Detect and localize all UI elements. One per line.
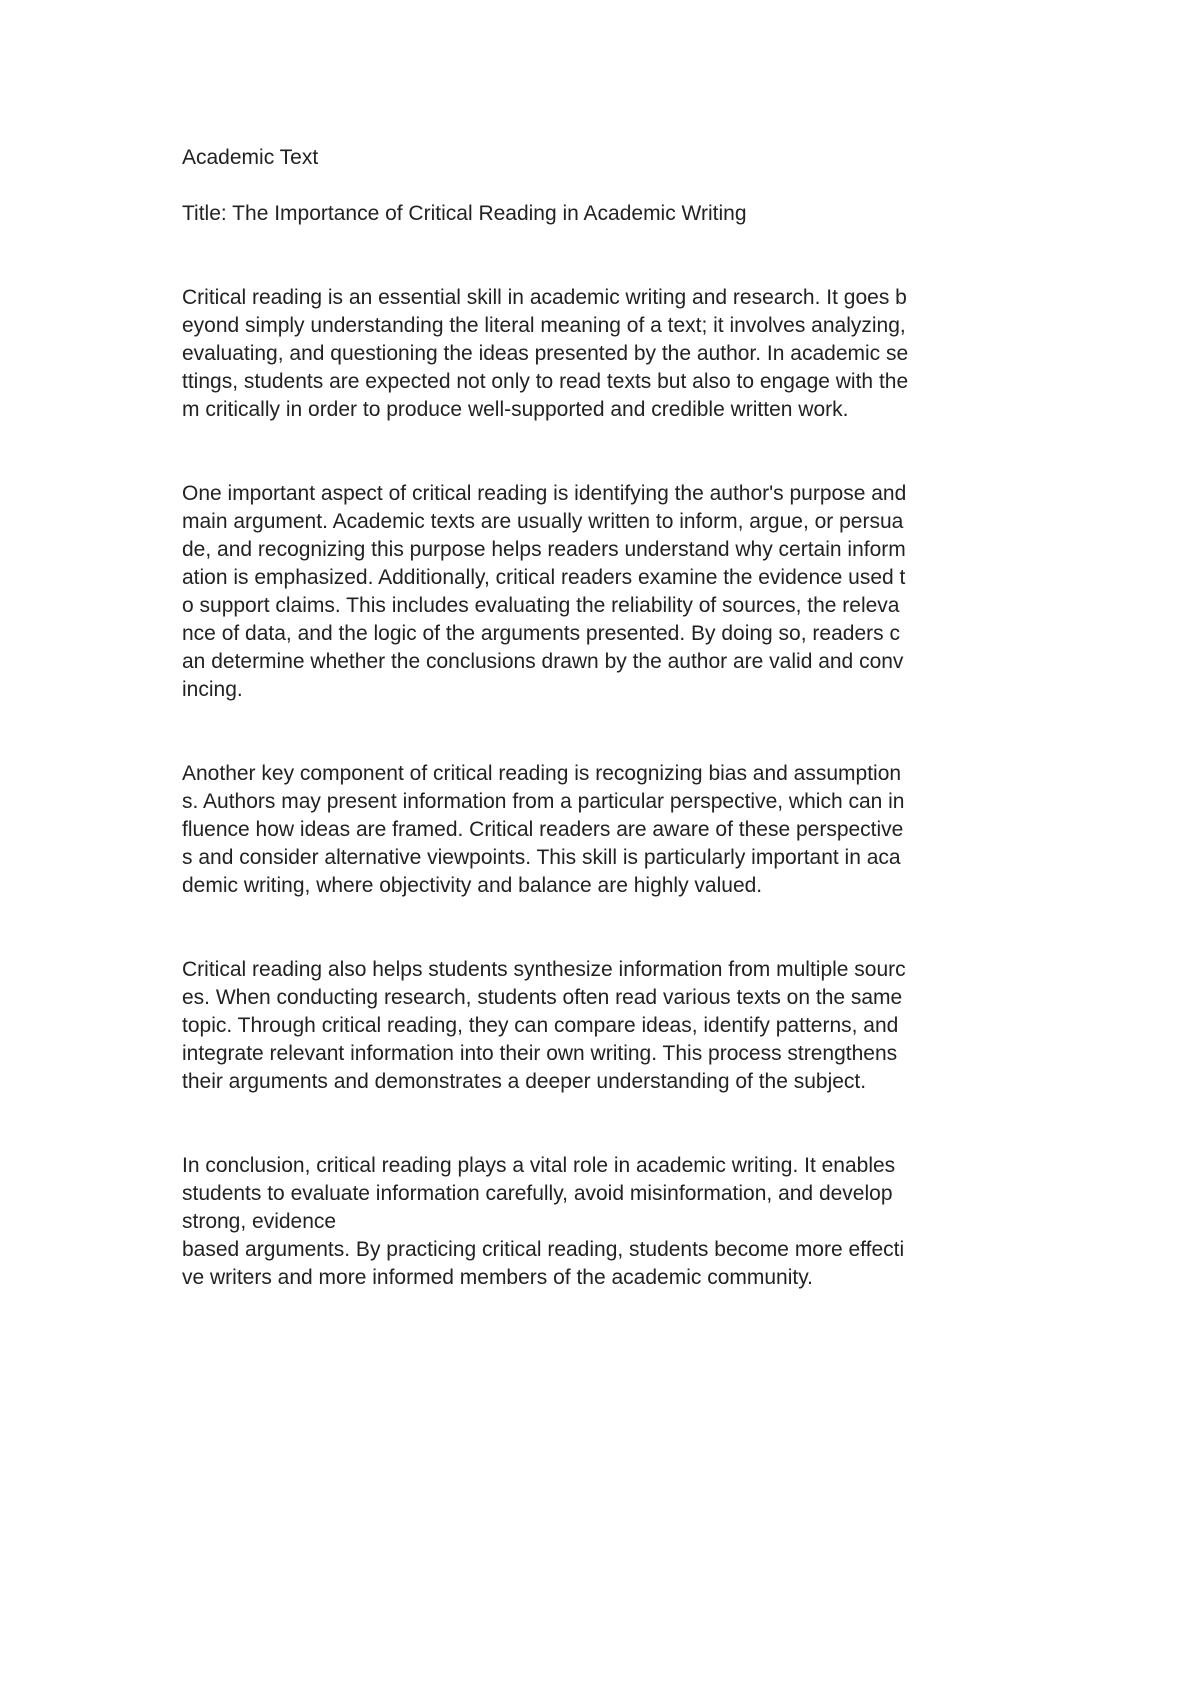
- paragraph-line: main argument. Academic texts are usually written to inform, argue, or persua: [182, 510, 904, 533]
- paragraph-line: topic. Through critical reading, they can compare ideas, identify patterns, and: [182, 1014, 899, 1037]
- document-body: [182, 144, 1032, 1348]
- paragraph-synthesis: [182, 956, 1032, 1096]
- document-title: Title: The Importance of Critical Reading in Academic Writing: [182, 202, 747, 225]
- paragraph-line: students to evaluate information carefully, avoid misinformation, and develop: [182, 1182, 893, 1205]
- paragraph-line: nce of data, and the logic of the arguments presented. By doing so, readers c: [182, 622, 900, 645]
- paragraph-line: Critical reading also helps students synthesize information from multiple sourc: [182, 958, 906, 981]
- paragraph-line: ttings, students are expected not only to read texts but also to engage with the: [182, 370, 909, 393]
- paragraph-line: incing.: [182, 678, 243, 701]
- paragraph-line: their arguments and demonstrates a deeper understanding of the subject.: [182, 1070, 867, 1093]
- paragraph-line: es. When conducting research, students often read various texts on the same: [182, 986, 903, 1009]
- paragraph-line: an determine whether the conclusions drawn by the author are valid and conv: [182, 650, 904, 673]
- paragraph-line: Another key component of critical reading is recognizing bias and assumption: [182, 762, 902, 785]
- paragraph-line: s. Authors may present information from a particular perspective, which can in: [182, 790, 905, 813]
- paragraph-line: In conclusion, critical reading plays a vital role in academic writing. It enables: [182, 1154, 896, 1177]
- paragraph-line: integrate relevant information into their own writing. This process strengthens: [182, 1042, 898, 1065]
- paragraph-line: de, and recognizing this purpose helps readers understand why certain inform: [182, 538, 906, 561]
- paragraph-bias: [182, 760, 1032, 900]
- paragraph-line: based arguments. By practicing critical reading, students become more effecti: [182, 1238, 905, 1261]
- paragraph-introduction: [182, 284, 1032, 424]
- document-label: Academic Text: [182, 146, 319, 169]
- paragraph-author-purpose: [182, 480, 1032, 704]
- paragraph-line: o support claims. This includes evaluating the reliability of sources, the releva: [182, 594, 900, 617]
- paragraph-line: eyond simply understanding the literal meaning of a text; it involves analyzing,: [182, 314, 906, 337]
- paragraph-line: strong, evidence: [182, 1210, 337, 1233]
- paragraph-line: fluence how ideas are framed. Critical readers are aware of these perspective: [182, 818, 904, 841]
- paragraph-line: demic writing, where objectivity and balance are highly valued.: [182, 874, 763, 897]
- paragraph-line: One important aspect of critical reading is identifying the author's purpose and: [182, 482, 907, 505]
- paragraph-line: evaluating, and questioning the ideas presented by the author. In academic se: [182, 342, 909, 365]
- paragraph-line: Critical reading is an essential skill in academic writing and research. It goes b: [182, 286, 907, 309]
- paragraph-line: s and consider alternative viewpoints. This skill is particularly important in aca: [182, 846, 901, 869]
- paragraph-line: ve writers and more informed members of the academic community.: [182, 1266, 814, 1289]
- paragraph-conclusion: [182, 1152, 1032, 1292]
- paragraph-line: m critically in order to produce well-supported and credible written work.: [182, 398, 849, 421]
- paragraph-line: ation is emphasized. Additionally, critical readers examine the evidence used t: [182, 566, 906, 589]
